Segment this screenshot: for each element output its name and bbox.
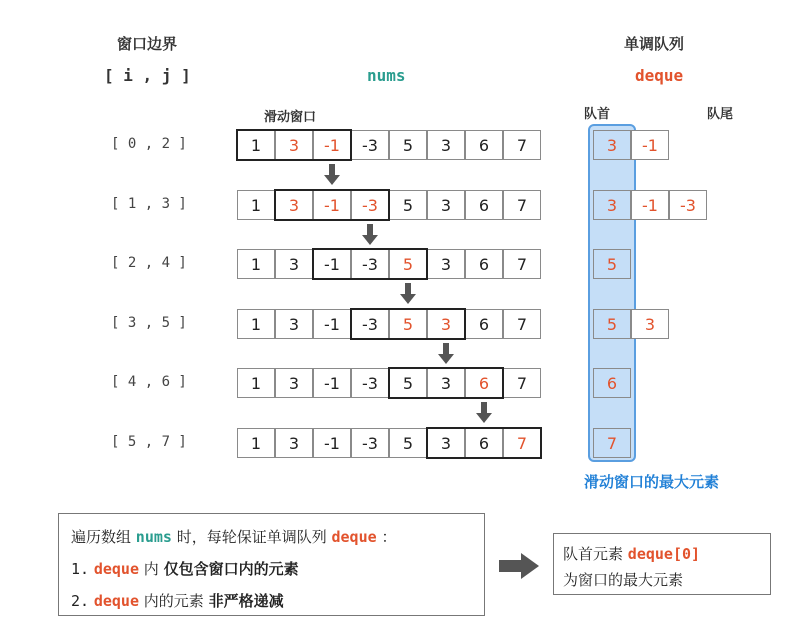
array-cell: 7 — [503, 190, 541, 220]
note-deque: deque — [93, 560, 139, 578]
array-cell: 5 — [389, 368, 427, 398]
result-box — [553, 533, 771, 595]
down-arrow-icon — [438, 343, 454, 365]
array-cell: -1 — [313, 428, 351, 458]
array-cell: 5 — [389, 309, 427, 339]
array-cell: 6 — [465, 309, 503, 339]
window-range-label: [ 3 , 5 ] — [111, 315, 187, 331]
array-cell: 3 — [275, 368, 313, 398]
note-emphasis: 非严格递减 — [208, 592, 284, 610]
array-cell: 6 — [465, 130, 503, 160]
array-cell: 5 — [389, 428, 427, 458]
note-emphasis: 仅包含窗口内的元素 — [163, 560, 299, 578]
array-cell: -1 — [313, 249, 351, 279]
window-range-label: [ 4 , 6 ] — [111, 374, 187, 390]
array-cell: -3 — [351, 368, 389, 398]
deque-cell: -1 — [631, 130, 669, 160]
array-cell: 1 — [237, 249, 275, 279]
result-text: 队首元素 — [563, 545, 624, 563]
array-cell: -3 — [351, 190, 389, 220]
deque-cell: -3 — [669, 190, 707, 220]
array-cell: 6 — [465, 428, 503, 458]
note-deque: deque — [93, 592, 139, 610]
note-index: 1. — [71, 560, 90, 578]
array-cell: 7 — [503, 309, 541, 339]
array-cell: 1 — [237, 309, 275, 339]
array-cell: 7 — [503, 130, 541, 160]
note-box — [58, 513, 485, 616]
array-cell: 5 — [389, 130, 427, 160]
array-cell: 1 — [237, 368, 275, 398]
note-line-3 — [71, 590, 284, 611]
note-text: 内 — [143, 560, 159, 578]
array-cell: 3 — [427, 190, 465, 220]
monotone-queue-header: 单调队列 — [624, 35, 685, 53]
down-arrow-icon — [476, 402, 492, 424]
sliding-window-label: 滑动窗口 — [264, 110, 317, 125]
deque-front-cell: 7 — [593, 428, 631, 458]
note-index: 2. — [71, 592, 90, 610]
right-arrow-icon — [499, 553, 539, 579]
array-cell: 3 — [275, 249, 313, 279]
queue-rear-label: 队尾 — [707, 107, 734, 122]
down-arrow-icon — [324, 164, 340, 186]
array-cell: 1 — [237, 428, 275, 458]
deque-front-highlight — [588, 124, 636, 462]
array-cell: 3 — [275, 130, 313, 160]
result-line-1 — [563, 543, 700, 564]
array-cell: -3 — [351, 130, 389, 160]
note-nums: nums — [135, 528, 172, 546]
array-cell: -1 — [313, 368, 351, 398]
deque-front-cell: 6 — [593, 368, 631, 398]
array-cell: 7 — [503, 428, 541, 458]
array-cell: 1 — [237, 130, 275, 160]
array-cell: -1 — [313, 309, 351, 339]
array-cell: 6 — [465, 190, 503, 220]
array-cell: 6 — [465, 249, 503, 279]
array-cell: 3 — [427, 428, 465, 458]
array-cell: -3 — [351, 428, 389, 458]
array-cell: 3 — [427, 249, 465, 279]
queue-front-label: 队首 — [584, 107, 611, 122]
deque-front-cell: 3 — [593, 130, 631, 160]
array-cell: -3 — [351, 309, 389, 339]
window-range-label: [ 1 , 3 ] — [111, 196, 187, 212]
array-cell: 7 — [503, 368, 541, 398]
window-range-label: [ 0 , 2 ] — [111, 136, 187, 152]
array-cell: 7 — [503, 249, 541, 279]
deque-front-cell: 5 — [593, 249, 631, 279]
deque-front-cell: 5 — [593, 309, 631, 339]
window-bounds-header: 窗口边界 — [117, 35, 178, 53]
array-cell: 3 — [275, 309, 313, 339]
array-cell: 3 — [427, 130, 465, 160]
array-cell: -1 — [313, 190, 351, 220]
array-cell: 1 — [237, 190, 275, 220]
array-cell: 5 — [389, 190, 427, 220]
result-code: deque[0] — [627, 545, 701, 563]
deque-caption: 滑动窗口的最大元素 — [584, 473, 720, 491]
interval-label: [ i , j ] — [104, 66, 191, 85]
array-cell: 3 — [427, 368, 465, 398]
nums-label: nums — [367, 66, 406, 85]
result-line-2: 为窗口的最大元素 — [563, 571, 684, 589]
array-cell: -1 — [313, 130, 351, 160]
array-cell: 3 — [427, 309, 465, 339]
array-cell: 6 — [465, 368, 503, 398]
note-text: 遍历数组 — [71, 528, 132, 546]
note-colon: ： — [381, 528, 397, 546]
deque-cell: -1 — [631, 190, 669, 220]
deque-cell: 3 — [631, 309, 669, 339]
array-cell: -3 — [351, 249, 389, 279]
note-text: 时，每轮保证单调队列 — [176, 528, 327, 546]
down-arrow-icon — [362, 224, 378, 246]
window-range-label: [ 2 , 4 ] — [111, 255, 187, 271]
down-arrow-icon — [400, 283, 416, 305]
deque-label: deque — [635, 66, 684, 85]
note-deque: deque — [331, 528, 377, 546]
array-cell: 3 — [275, 190, 313, 220]
deque-front-cell: 3 — [593, 190, 631, 220]
array-cell: 3 — [275, 428, 313, 458]
note-line-1 — [71, 526, 396, 547]
note-line-2 — [71, 558, 299, 579]
window-range-label: [ 5 , 7 ] — [111, 434, 187, 450]
array-cell: 5 — [389, 249, 427, 279]
note-text: 内的元素 — [143, 592, 204, 610]
